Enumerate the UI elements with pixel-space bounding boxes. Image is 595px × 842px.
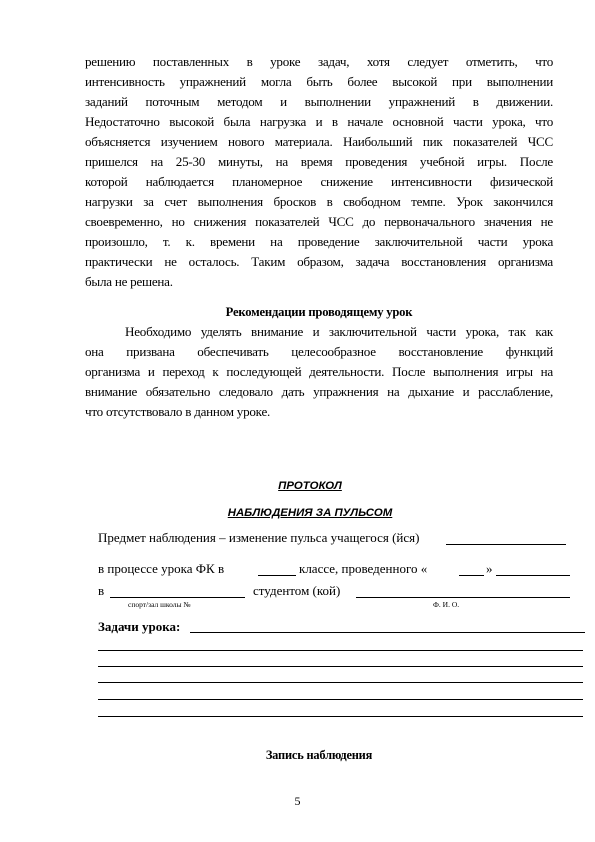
in-label: в — [98, 583, 105, 598]
date-year-field[interactable] — [496, 575, 570, 576]
text-line: Необходимо уделять внимание и заключительной части урока, так как — [125, 324, 553, 339]
text-line: она призвана обеспечивать целесообразное восстановление функций — [85, 344, 553, 359]
recommendations-heading: Рекомендации проводящему урок — [225, 305, 413, 319]
class-label: классе, проведенного « — [299, 561, 428, 576]
tasks-line[interactable] — [98, 666, 583, 667]
tasks-line[interactable] — [190, 632, 585, 633]
text-line: что отсутствовало в данном уроке. — [85, 404, 271, 419]
tasks-line[interactable] — [98, 650, 583, 651]
text-line: организма и переход к последующей деятельности. После выполнения игры на — [85, 364, 553, 379]
text-line: решению поставленных в уроке задач, хотя следует отметить, что — [85, 54, 553, 69]
fio-caption: Ф. И. О. — [433, 600, 460, 609]
text-line: интенсивность упражнений могла быть более высокой при выполнении — [85, 74, 553, 89]
text-line: которой наблюдается планомерное снижение интенсивности физической — [85, 174, 553, 189]
tasks-line[interactable] — [98, 699, 583, 700]
protocol-title: ПРОТОКОЛ — [278, 480, 342, 492]
text-line: Недостаточно высокой была нагрузка и в начале основной части урока, что — [85, 114, 553, 129]
tasks-line[interactable] — [98, 716, 583, 717]
subject-label: Предмет наблюдения – изменение пульса учащегося (йся) — [98, 530, 420, 545]
text-line: нагрузки за счет выполнения бросков в свободном темпе. Урок закончился — [85, 194, 553, 209]
school-caption: спорт/зал школы № — [128, 600, 191, 609]
text-line: практически не осталось. Таким образом, задача восстановления организма — [85, 254, 553, 269]
date-field[interactable] — [459, 575, 484, 576]
process-label: в процессе урока ФК в — [98, 561, 225, 576]
student-name-field[interactable] — [446, 544, 566, 545]
class-field[interactable] — [258, 575, 296, 576]
text-line: заданий поточным методом и выполнении упражнений в движении. — [85, 94, 553, 109]
tasks-label: Задачи урока: — [98, 619, 181, 634]
record-heading: Запись наблюдения — [265, 748, 373, 762]
text-line: была не решена. — [85, 274, 173, 289]
text-line: объясняется изучением нового материала. Наибольший пик показателей ЧСС — [85, 134, 553, 149]
tasks-line[interactable] — [98, 682, 583, 683]
quote-close: » — [486, 561, 493, 576]
text-line: внимание обязательно следовало дать упражнения на дыхание и расслабление, — [85, 384, 553, 399]
text-line: пришелся на 25-30 минуты, на время проведения учебной игры. После — [85, 154, 553, 169]
school-field[interactable] — [110, 597, 245, 598]
text-line: своевременно, но снижения показателей ЧСС до первоначального значения не — [85, 214, 553, 229]
page-number: 5 — [294, 794, 301, 808]
student-label: студентом (кой) — [253, 583, 341, 598]
protocol-subtitle: НАБЛЮДЕНИЯ ЗА ПУЛЬСОМ — [227, 507, 393, 519]
text-line: произошло, т. к. времени на проведение заключительной части урока — [85, 234, 553, 249]
teacher-name-field[interactable] — [356, 597, 570, 598]
